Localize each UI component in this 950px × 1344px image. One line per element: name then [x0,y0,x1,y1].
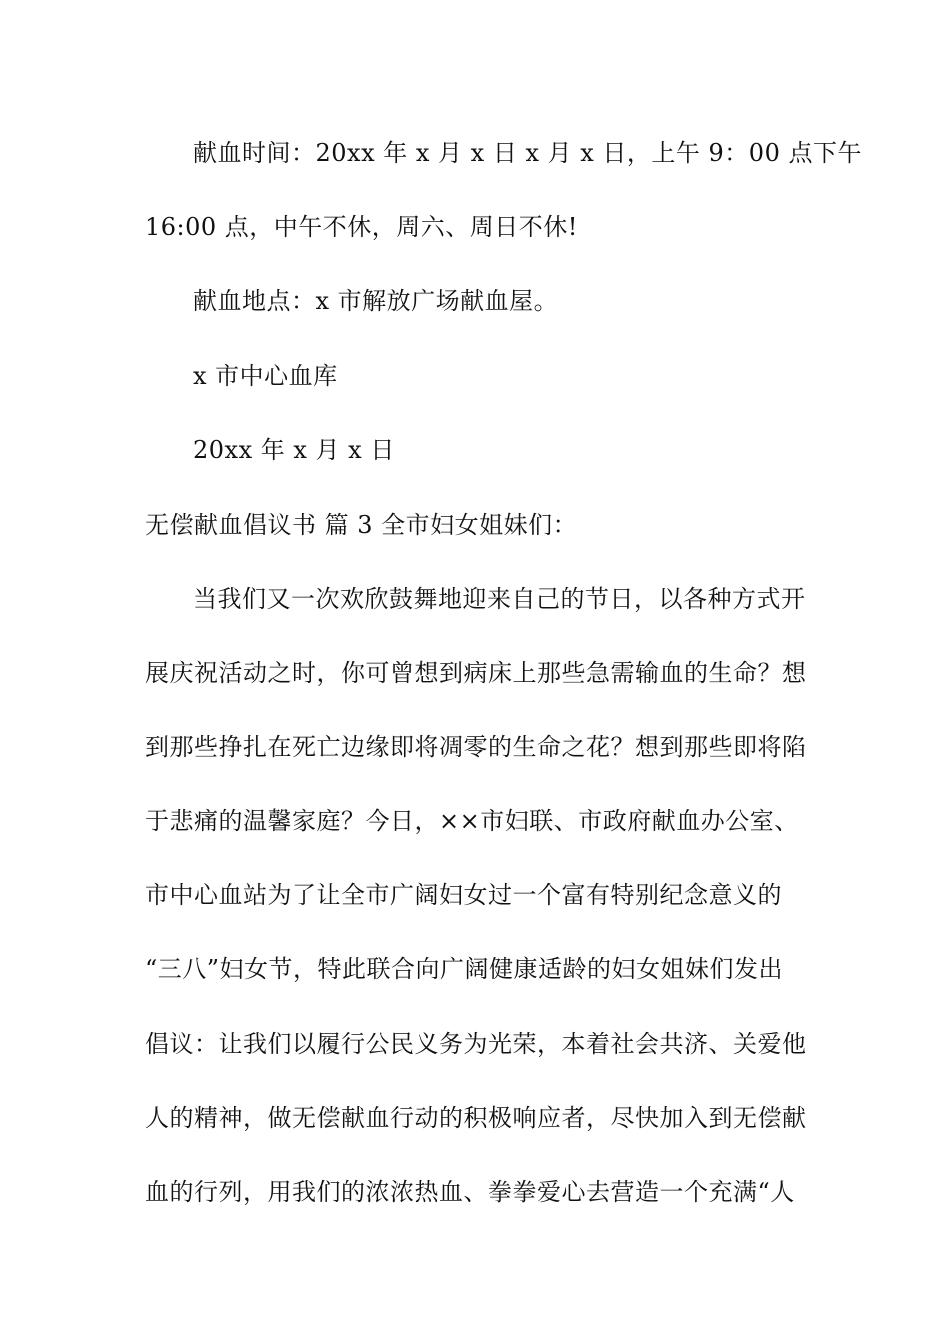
donation-time-continued-line: 16:00 点，中午不休，周六、周日不休! [145,213,578,241]
paragraph-line: 市中心血站为了让全市广阔妇女过一个富有特别纪念意义的 [145,881,782,909]
signature-organization: x 市中心血库 [193,362,338,390]
paragraph-line: 展庆祝活动之时，你可曾想到病床上那些急需输血的生命？想 [145,659,807,687]
paragraph-line: 到那些挣扎在死亡边缘即将凋零的生命之花？想到那些即将陷 [145,733,807,761]
section-heading: 无偿献血倡议书 篇 3 全市妇女姐妹们： [145,511,578,539]
paragraph-line: 血的行列，用我们的浓浓热血、拳拳爱心去营造一个充满“人 [145,1178,795,1206]
paragraph-line: 倡议：让我们以履行公民义务为光荣，本着社会共济、关爱他 [145,1030,807,1058]
donation-time-line: 献血时间：20xx 年 x 月 x 日 x 月 x 日，上午 9：00 点下午 [193,139,862,167]
paragraph-line: “三八”妇女节，特此联合向广阔健康适龄的妇女姐妹们发出 [145,955,784,983]
signature-date: 20xx 年 x 月 x 日 [193,436,395,464]
paragraph-line: 当我们又一次欢欣鼓舞地迎来自己的节日，以各种方式开 [193,585,806,613]
paragraph-line: 人的精神，做无偿献血行动的积极响应者，尽快加入到无偿献 [145,1104,807,1132]
paragraph-line: 于悲痛的温馨家庭？今日，××市妇联、市政府献血办公室、 [145,807,799,835]
donation-location-line: 献血地点：x 市解放广场献血屋。 [193,287,559,315]
